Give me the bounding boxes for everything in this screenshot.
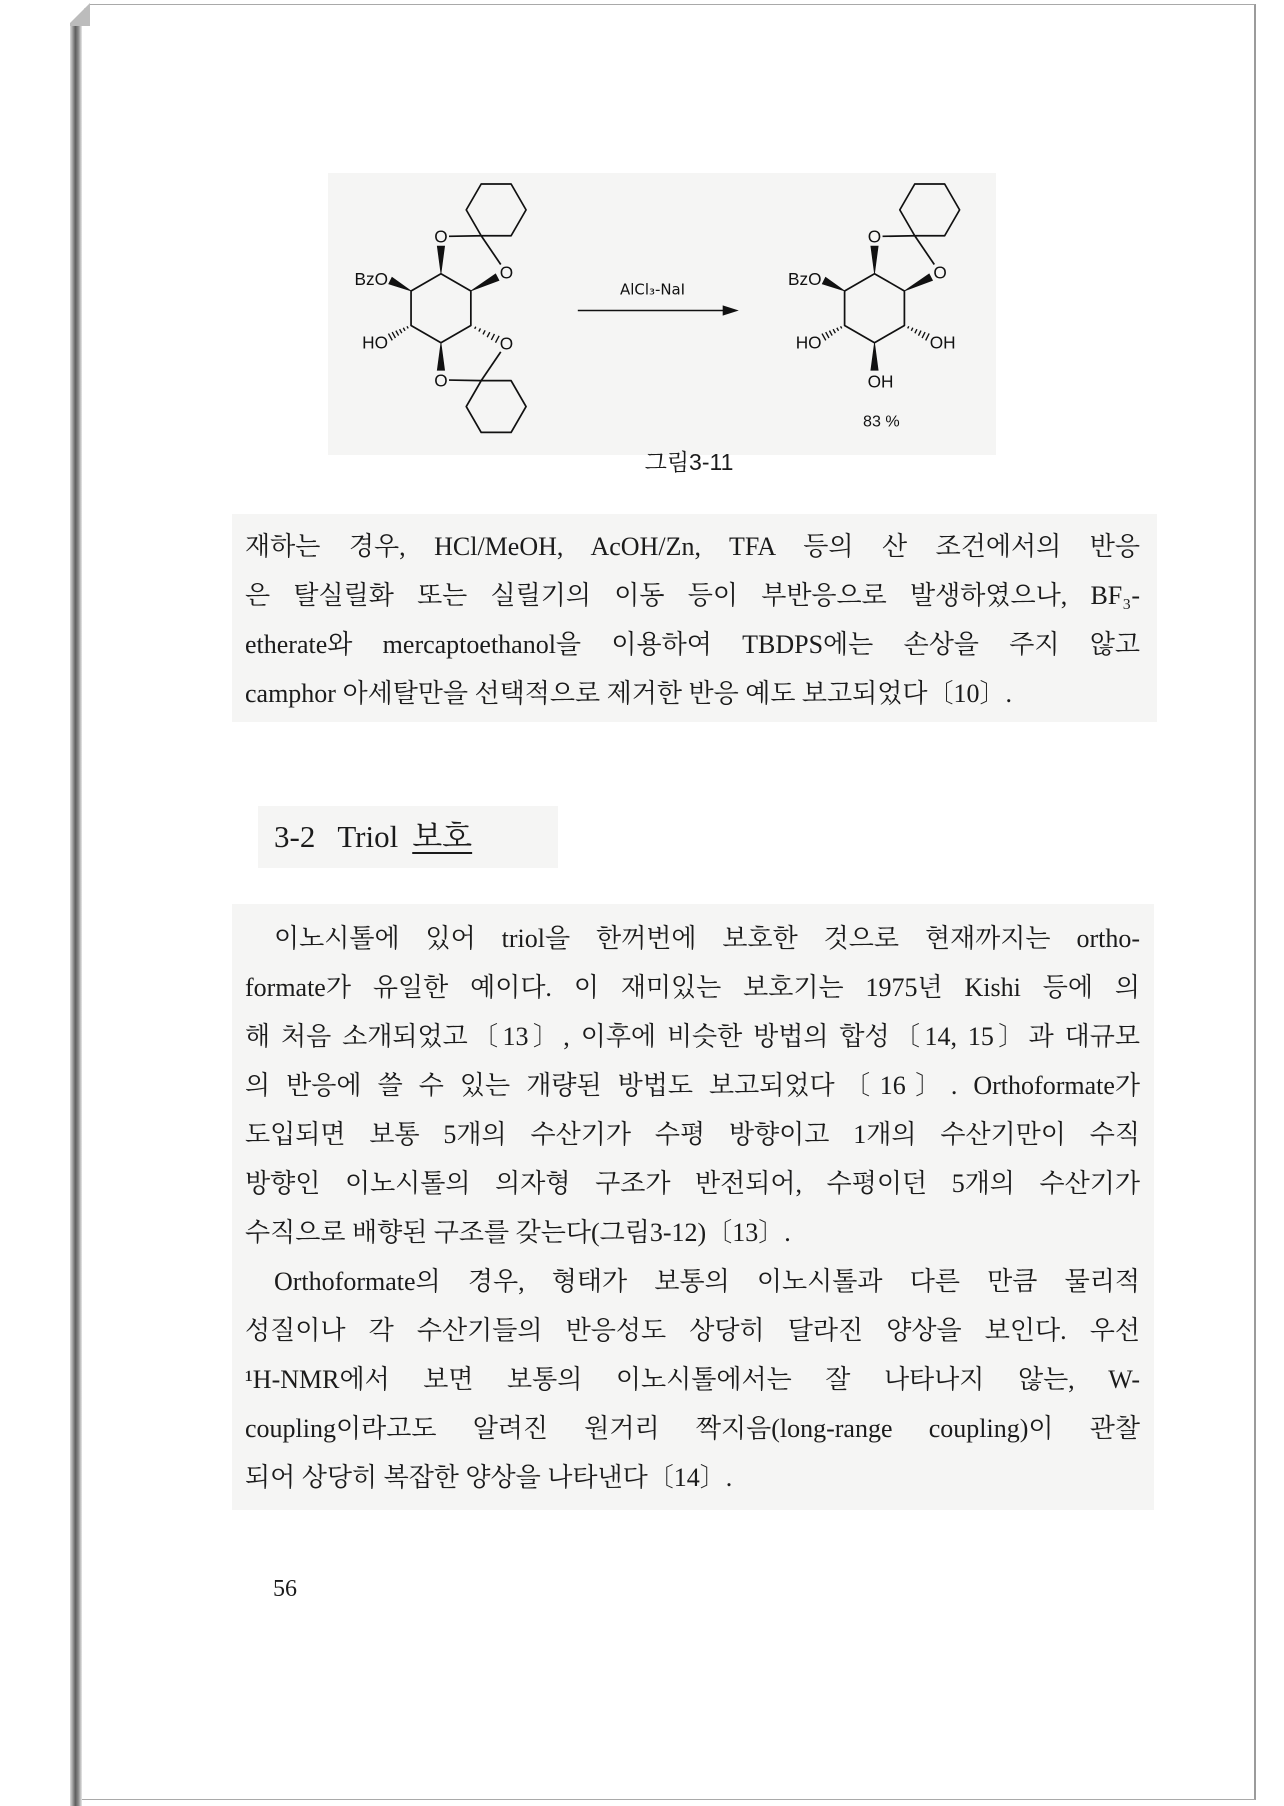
cyclohexane-ring-bottom — [466, 381, 526, 433]
text-line: 방향인 이노시톨의 의자형 구조가 반전되어, 수평이던 5개의 수산기가 — [245, 1169, 1140, 1198]
wedge-bond — [871, 343, 878, 371]
wedge-bond — [904, 274, 932, 291]
page-corner-curl — [70, 0, 90, 26]
atom-label-bzo: BzO — [354, 269, 389, 290]
atom-label-o: O — [867, 226, 882, 247]
atom-label-o: O — [499, 262, 514, 283]
ketal-bond — [481, 352, 501, 381]
product-structure — [788, 184, 960, 431]
wedge-bond — [389, 277, 411, 291]
figure-caption: 그림3-11 — [644, 449, 734, 475]
hashed-bond — [475, 327, 499, 343]
cyclohexane-ring-top — [466, 184, 526, 236]
text-line: 되어 상당히 복잡한 양상을 나타낸다〔14〕. — [245, 1463, 733, 1492]
text-line: 수직으로 배향된 구조를 갖는다(그림3-12)〔13〕. — [245, 1218, 791, 1247]
section-heading — [274, 817, 472, 857]
text-line: camphor 아세탈만을 선택적으로 제거한 반응 예도 보고되었다〔10〕. — [245, 679, 1013, 708]
reagent-label: AlCl₃-NaI — [620, 280, 686, 299]
atom-label-oh: OH — [929, 332, 956, 353]
text-line: 해 처음 소개되었고〔13〕, 이후에 비슷한 방법의 합성〔14, 15〕과 대규모 — [245, 1022, 1140, 1051]
text-line: etherate와 mercaptoethanol을 이용하여 TBDPS에는 손상을 주지 않고 — [245, 630, 1140, 659]
yield-label: 83 % — [863, 412, 900, 431]
atom-label-o: O — [434, 370, 448, 391]
text-line: 은 탈실릴화 또는 실릴기의 이동 등이 부반응으로 발생하였으나, BF₃- — [245, 581, 1140, 610]
text-line: ¹H-NMR에서 보면 보통의 이노시톨에서는 잘 나타나지 않는, W- — [245, 1365, 1140, 1394]
text-line: formate가 유일한 예이다. 이 재미있는 보호기는 1975년 Kishi 등에 의 — [245, 973, 1140, 1002]
arrow-head — [723, 305, 739, 315]
wedge-bond — [437, 246, 444, 274]
wedge-bond — [871, 246, 878, 274]
atom-label-o: O — [434, 226, 448, 247]
section-body — [245, 914, 1140, 1502]
reaction-arrow — [578, 280, 739, 315]
text-line: 성질이나 각 수산기들의 반응성도 상당히 달라진 양상을 보인다. 우선 — [245, 1316, 1140, 1345]
ketal-bond — [449, 380, 481, 381]
section-title-korean: 보호 — [412, 819, 473, 854]
wedge-bond — [822, 277, 844, 291]
reaction-scheme — [322, 161, 1013, 483]
inositol-ring — [411, 274, 471, 343]
paragraph — [245, 1257, 1140, 1502]
cyclohexane-ring-top — [900, 184, 960, 236]
atom-label-ho: HO — [362, 332, 389, 353]
text-line: Orthoformate의 경우, 형태가 보통의 이노시톨과 다른 만큼 물리적 — [274, 1267, 1140, 1296]
atom-label-oh: OH — [867, 371, 894, 392]
atom-label-o: O — [499, 333, 514, 354]
ketal-bond — [915, 236, 935, 265]
section-title-latin: Triol — [337, 819, 399, 854]
paragraph — [245, 914, 1140, 1257]
text-line: 재하는 경우, HCl/MeOH, AcOH/Zn, TFA 등의 산 조건에서의 반응 — [245, 532, 1140, 561]
text-line: coupling이라고도 알려진 원거리 짝지음(long-range coupling)이 관찰 — [245, 1414, 1140, 1443]
text-line: 도입되면 보통 5개의 수산기가 수평 방향이고 1개의 수산기만이 수직 — [245, 1120, 1140, 1149]
page-spine-shadow — [70, 0, 82, 1806]
section-number: 3-2 — [274, 819, 316, 854]
atom-label-bzo: BzO — [788, 269, 822, 290]
inositol-ring — [845, 274, 905, 343]
wedge-bond — [471, 274, 499, 291]
atom-label-ho: HO — [795, 332, 822, 353]
reactant-structure — [354, 184, 526, 432]
hashed-bond — [908, 326, 929, 340]
hashed-bond — [388, 326, 408, 340]
paragraph-intro — [245, 522, 1140, 718]
ketal-bond — [449, 236, 481, 237]
text-line: 의 반응에 쓸 수 있는 개량된 방법도 보고되었다〔16〕. Orthoformate가 — [245, 1071, 1140, 1100]
atom-label-o: O — [933, 262, 947, 283]
wedge-bond — [437, 343, 444, 371]
page-number: 56 — [273, 1576, 297, 1602]
ketal-bond — [481, 236, 501, 265]
hashed-bond — [822, 326, 842, 340]
text-line: 이노시톨에 있어 triol을 한꺼번에 보호한 것으로 현재까지는 ortho- — [274, 924, 1140, 953]
ketal-bond — [883, 236, 915, 237]
